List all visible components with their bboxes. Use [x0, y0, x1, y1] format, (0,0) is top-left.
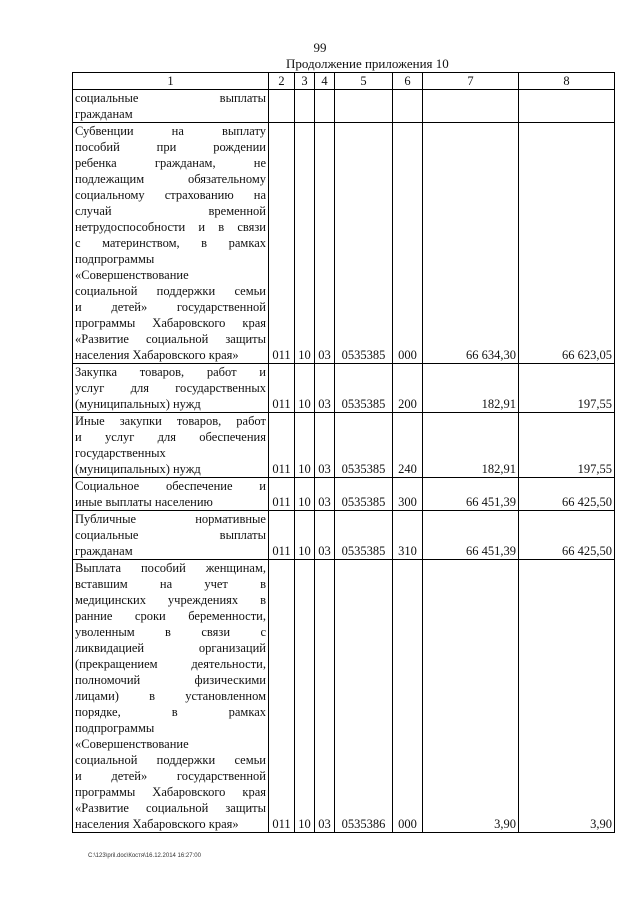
cell-section [295, 90, 315, 123]
item-name-line: программы Хабаровского края [75, 785, 266, 799]
appendix-title: Продолжение приложения 10 [286, 56, 449, 71]
item-name-line: подлежащим обязательному [75, 172, 266, 186]
item-name-line: социальному страхованию на [75, 188, 266, 202]
cell-ministry-code: 011 [269, 123, 295, 364]
cell-subsection: 03 [315, 511, 335, 560]
item-name-line: населения Хабаровского края» [75, 348, 239, 362]
cell-item-name [73, 511, 269, 560]
item-name-line: «Развитие социальной защиты [75, 801, 266, 815]
item-name-line: Субвенции на выплату [75, 124, 266, 138]
cell-subsection: 03 [315, 560, 335, 833]
item-name-line: ранние сроки беременности, [75, 609, 266, 623]
item-name-line: социальной поддержки семьи [75, 284, 266, 298]
cell-target-article: 0535385 [335, 511, 393, 560]
item-name-line: программы Хабаровского края [75, 316, 266, 330]
item-name-line: и детей» государственной [75, 769, 266, 783]
cell-expense-type [393, 90, 423, 123]
item-name-line: ребенка гражданам, не [75, 156, 266, 170]
cell-amount-year-2: 66 623,05 [519, 123, 615, 364]
table-row [73, 478, 615, 511]
cell-target-article: 0535385 [335, 123, 393, 364]
table-body [73, 73, 615, 833]
item-name-line: полномочий физическими [75, 673, 266, 687]
cell-amount-year-2: 197,55 [519, 413, 615, 478]
item-name-line: лицами) в установленном [75, 689, 266, 703]
cell-ministry-code [269, 90, 295, 123]
cell-item-name [73, 478, 269, 511]
cell-item-name [73, 364, 269, 413]
cell-target-article: 0535385 [335, 478, 393, 511]
cell-section: 10 [295, 123, 315, 364]
item-name-line: подпрограммы [75, 252, 155, 266]
cell-ministry-code: 011 [269, 413, 295, 478]
item-name-line: социальные выплаты [75, 91, 266, 105]
item-name-line: гражданам [75, 107, 133, 121]
cell-item-name [73, 413, 269, 478]
column-header: 8 [519, 73, 615, 90]
cell-section: 10 [295, 560, 315, 833]
cell-amount-year-1: 66 451,39 [423, 511, 519, 560]
item-name-line: порядке, в рамках [75, 705, 266, 719]
cell-amount-year-2: 197,55 [519, 364, 615, 413]
item-name-line: Социальное обеспечение и [75, 479, 266, 493]
cell-amount-year-1: 3,90 [423, 560, 519, 833]
cell-expense-type: 000 [393, 560, 423, 833]
item-name-line: «Совершенствование [75, 268, 189, 282]
item-name-line: социальной поддержки семьи [75, 753, 266, 767]
cell-ministry-code: 011 [269, 511, 295, 560]
item-name-line: ликвидацией организаций [75, 641, 266, 655]
cell-target-article: 0535385 [335, 413, 393, 478]
cell-section: 10 [295, 364, 315, 413]
column-header: 6 [393, 73, 423, 90]
item-name-line: (прекращением деятельности, [75, 657, 266, 671]
table-row [73, 560, 615, 833]
item-name-line: (муниципальных) нужд [75, 397, 201, 411]
table-row [73, 90, 615, 123]
cell-target-article: 0535386 [335, 560, 393, 833]
item-name-line: Закупка товаров, работ и [75, 365, 266, 379]
cell-expense-type: 000 [393, 123, 423, 364]
item-name-line: нетрудоспособности и в связи [75, 220, 266, 234]
cell-amount-year-1: 182,91 [423, 413, 519, 478]
item-name-line: Публичные нормативные [75, 512, 266, 526]
column-header: 2 [269, 73, 295, 90]
cell-subsection: 03 [315, 413, 335, 478]
item-name-line: «Развитие социальной защиты [75, 332, 266, 346]
item-name-line: гражданам [75, 544, 133, 558]
table-row [73, 413, 615, 478]
cell-ministry-code: 011 [269, 560, 295, 833]
item-name-line: пособий при рождении [75, 140, 266, 154]
column-header: 1 [73, 73, 269, 90]
budget-table [72, 72, 615, 833]
cell-section: 10 [295, 478, 315, 511]
item-name-line: социальные выплаты [75, 528, 266, 542]
cell-target-article [335, 90, 393, 123]
cell-item-name [73, 560, 269, 833]
cell-expense-type: 240 [393, 413, 423, 478]
cell-amount-year-2: 3,90 [519, 560, 615, 833]
item-name-line: Иные закупки товаров, работ [75, 414, 266, 428]
cell-item-name [73, 90, 269, 123]
item-name-line: иные выплаты населению [75, 495, 213, 509]
cell-amount-year-1: 66 634,30 [423, 123, 519, 364]
item-name-line: уволенным в связи с [75, 625, 266, 639]
cell-amount-year-1 [423, 90, 519, 123]
item-name-line: услуг для государственных [75, 381, 266, 395]
cell-expense-type: 310 [393, 511, 423, 560]
item-name-line: государственных [75, 446, 166, 460]
cell-subsection [315, 90, 335, 123]
cell-amount-year-2: 66 425,50 [519, 511, 615, 560]
cell-ministry-code: 011 [269, 364, 295, 413]
cell-amount-year-2 [519, 90, 615, 123]
column-header: 4 [315, 73, 335, 90]
cell-section: 10 [295, 413, 315, 478]
item-name-line: вставшим на учет в [75, 577, 266, 591]
column-header: 3 [295, 73, 315, 90]
item-name-line: «Совершенствование [75, 737, 189, 751]
cell-amount-year-2: 66 425,50 [519, 478, 615, 511]
cell-expense-type: 200 [393, 364, 423, 413]
table-header-row [73, 73, 615, 90]
table-row [73, 123, 615, 364]
item-name-line: и детей» государственной [75, 300, 266, 314]
cell-target-article: 0535385 [335, 364, 393, 413]
cell-subsection: 03 [315, 478, 335, 511]
footer-file-path: C:\123\pril.doc\Костя\16.12.2014 16:27:00 [88, 853, 201, 859]
item-name-line: и услуг для обеспечения [75, 430, 266, 444]
cell-subsection: 03 [315, 123, 335, 364]
cell-expense-type: 300 [393, 478, 423, 511]
cell-item-name [73, 123, 269, 364]
cell-amount-year-1: 182,91 [423, 364, 519, 413]
item-name-line: с материнством, в рамках [75, 236, 266, 250]
item-name-line: населения Хабаровского края» [75, 817, 239, 831]
item-name-line: медицинских учреждениях в [75, 593, 266, 607]
item-name-line: подпрограммы [75, 721, 155, 735]
table-row [73, 511, 615, 560]
cell-section: 10 [295, 511, 315, 560]
page-number: 99 [313, 40, 327, 55]
cell-ministry-code: 011 [269, 478, 295, 511]
item-name-line: (муниципальных) нужд [75, 462, 201, 476]
column-header: 7 [423, 73, 519, 90]
item-name-line: случай временной [75, 204, 266, 218]
cell-subsection: 03 [315, 364, 335, 413]
item-name-line: Выплата пособий женщинам, [75, 561, 266, 575]
table-row [73, 364, 615, 413]
cell-amount-year-1: 66 451,39 [423, 478, 519, 511]
column-header: 5 [335, 73, 393, 90]
